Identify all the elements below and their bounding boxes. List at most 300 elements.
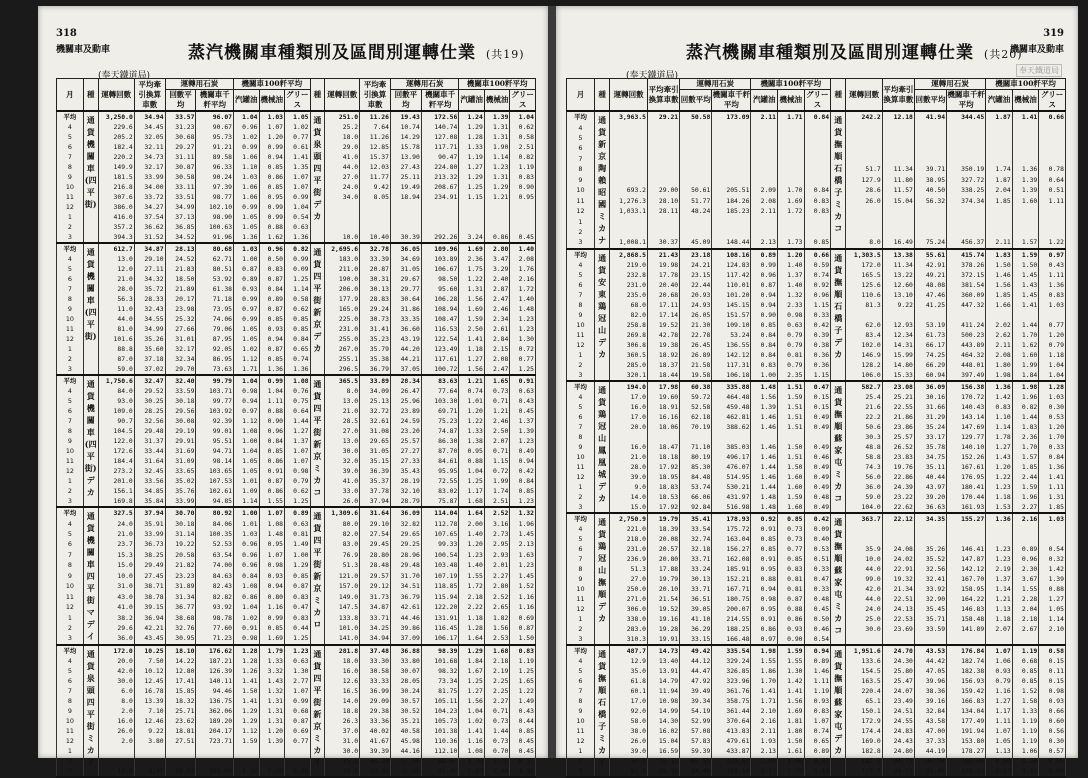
value-cell: 2.10 — [751, 706, 778, 716]
value-cell: 80.92 — [196, 507, 234, 519]
value-cell: 9.22 — [882, 300, 914, 310]
value-cell: 0.88 — [259, 406, 284, 416]
value-cell: 2.0 — [98, 706, 134, 716]
month-cell: 3 — [567, 634, 595, 645]
value-cell — [680, 123, 712, 133]
table-row — [567, 452, 1066, 462]
value-cell: 106.0 — [846, 370, 882, 381]
month-cell: 3 — [57, 766, 84, 777]
value-cell: 93.92 — [196, 602, 234, 612]
value-cell: 41.0 — [325, 476, 360, 486]
month-cell: 1 — [567, 746, 595, 756]
value-cell: 250.0 — [610, 584, 648, 594]
value-cell: 104.5 — [98, 426, 134, 436]
value-cell: 86.95 — [196, 354, 234, 364]
value-cell: 0.98 — [259, 560, 284, 570]
value-cell: 1.27 — [459, 162, 484, 172]
month-cell: 9 — [57, 436, 84, 446]
value-cell: 154.5 — [846, 666, 882, 676]
value-cell: 88.8 — [98, 344, 134, 354]
value-cell: 0.86 — [234, 592, 259, 602]
region-label: (奉天鐵道局) — [626, 71, 679, 81]
value-cell: 20.93 — [680, 290, 712, 300]
value-cell: 0.99 — [259, 212, 284, 222]
value-cell — [914, 206, 946, 216]
value-cell: 71.23 — [196, 633, 234, 645]
value-cell: 21.83 — [165, 264, 196, 274]
value-cell: 81.75 — [421, 686, 459, 696]
value-cell: 169.0 — [846, 736, 882, 746]
value-cell: 27.33 — [390, 456, 421, 466]
value-cell: 0.84 — [510, 476, 536, 486]
table-row — [567, 143, 1066, 153]
value-cell: 1.90 — [484, 142, 509, 152]
value-cell: 1.10 — [804, 766, 831, 777]
month-cell: 10 — [57, 314, 84, 324]
value-cell: 21.0 — [98, 274, 134, 284]
kind-label: 通貨 機關車 四平街 マデイ — [83, 507, 98, 645]
value-cell: 1.28 — [234, 645, 259, 656]
value-cell: 87.95 — [196, 334, 234, 344]
value-cell: 33.71 — [680, 584, 712, 594]
value-cell: 1.55 — [751, 656, 778, 666]
value-cell: 0.49 — [804, 502, 831, 513]
value-cell: 2.07 — [986, 624, 1013, 634]
header-month: 月 — [567, 79, 595, 112]
value-cell: 28.96 — [390, 550, 421, 560]
value-cell: 18.53 — [648, 492, 680, 502]
value-cell — [804, 217, 831, 227]
value-cell — [777, 227, 804, 237]
value-cell: 32.0 — [325, 456, 360, 466]
table-row — [57, 529, 536, 539]
value-cell — [777, 432, 804, 442]
value-cell: 65.1 — [846, 696, 882, 706]
value-cell: 0.83 — [510, 645, 536, 656]
table-block — [567, 513, 1066, 645]
value-cell: 2.35 — [777, 370, 804, 381]
month-cell: 5 — [57, 529, 84, 539]
value-cell: 30.07 — [390, 666, 421, 676]
value-cell: 42.0 — [846, 584, 882, 594]
value-cell: 1.32 — [510, 507, 536, 519]
value-cell: 0.15 — [804, 392, 831, 402]
value-cell: 34.9 — [610, 756, 648, 766]
value-cell: 30.13 — [680, 574, 712, 584]
value-cell: 1.76 — [510, 264, 536, 274]
value-cell: 27.11 — [134, 264, 165, 274]
value-cell — [947, 524, 986, 534]
value-cell: 0.87 — [777, 594, 804, 604]
value-cell: 84.06 — [196, 519, 234, 529]
value-cell: 36.73 — [134, 539, 165, 549]
value-cell: 131.91 — [421, 613, 459, 623]
value-cell: 0.58 — [285, 294, 311, 304]
value-cell: 24.51 — [882, 706, 914, 716]
value-cell: 1.29 — [459, 172, 484, 182]
table-row — [57, 202, 536, 212]
kind-label: 通貨 撫順 石橋子 ミカコ — [831, 111, 846, 249]
value-cell: 0.30 — [1039, 402, 1066, 412]
value-cell: 1.70 — [1012, 330, 1039, 340]
value-cell: 388.62 — [712, 422, 751, 432]
value-cell: 84.48 — [680, 472, 712, 482]
value-cell: 1.25 — [459, 476, 484, 486]
month-cell: 平均 — [567, 513, 595, 524]
value-cell: 31.23 — [165, 122, 196, 132]
value-cell: 1.19 — [510, 162, 536, 172]
value-cell — [846, 524, 882, 534]
value-cell: 0.15 — [1039, 676, 1066, 686]
value-cell: 1.13 — [986, 604, 1013, 614]
table-row — [567, 604, 1066, 614]
value-cell: 185.91 — [712, 564, 751, 574]
month-cell: 12 — [57, 466, 84, 476]
value-cell: 2.47 — [484, 364, 509, 375]
value-cell: 17.11 — [648, 300, 680, 310]
month-cell: 平均 — [57, 243, 84, 254]
value-cell: 2.00 — [459, 519, 484, 529]
table-row — [567, 350, 1066, 360]
value-cell: 0.62 — [285, 486, 311, 496]
table-row — [57, 152, 536, 162]
month-cell: 2 — [57, 222, 84, 232]
value-cell: 26.52 — [882, 442, 914, 452]
table-block — [567, 249, 1066, 381]
table-row — [57, 436, 536, 446]
value-cell: 38.36 — [914, 686, 946, 696]
value-cell: 23.23 — [165, 571, 196, 581]
value-cell: 2.17 — [751, 766, 778, 777]
value-cell: 0.84 — [751, 330, 778, 340]
value-cell — [680, 143, 712, 153]
month-cell: 12 — [567, 736, 595, 746]
value-cell: 124.83 — [712, 260, 751, 270]
value-cell: 0.09 — [285, 264, 311, 274]
month-cell: 10 — [567, 452, 595, 462]
value-cell: 1.87 — [986, 111, 1013, 123]
table-row — [57, 560, 536, 570]
value-cell: 37.94 — [360, 496, 391, 507]
value-cell: 30.58 — [165, 172, 196, 182]
value-cell: 1.41 — [234, 676, 259, 686]
value-cell: 77.64 — [421, 386, 459, 396]
value-cell: 43.45 — [134, 633, 165, 645]
value-cell: 1.19 — [1012, 736, 1039, 746]
value-cell: 0.87 — [751, 280, 778, 290]
continuation-label: (共19) — [486, 48, 525, 61]
value-cell: 1.04 — [234, 375, 259, 386]
value-cell: 31.89 — [165, 581, 196, 591]
value-cell: 0.82 — [510, 152, 536, 162]
value-cell: 224.80 — [421, 162, 459, 172]
value-cell: 99.77 — [196, 396, 234, 406]
value-cell: 3.29 — [484, 264, 509, 274]
value-cell: 1.65 — [510, 676, 536, 686]
value-cell: 1.71 — [751, 696, 778, 706]
value-cell: 18.50 — [165, 274, 196, 284]
value-cell: 24.21 — [680, 260, 712, 270]
value-cell: 21.6 — [846, 402, 882, 412]
value-cell: 1.50 — [510, 633, 536, 645]
value-cell: 31.14 — [165, 529, 196, 539]
value-cell: 0.74 — [804, 726, 831, 736]
value-cell: 150.1 — [846, 706, 882, 716]
value-cell: 33.71 — [360, 613, 391, 623]
header-coal-per-run: 回數平均 — [165, 90, 196, 112]
value-cell: 40.58 — [390, 726, 421, 736]
value-cell: 19.38 — [648, 340, 680, 350]
value-cell — [648, 133, 680, 143]
value-cell: 35.84 — [134, 496, 165, 507]
value-cell: 1.20 — [259, 726, 284, 736]
table-row — [57, 406, 536, 416]
value-cell: 31.0 — [325, 736, 360, 746]
value-cell: 18.81 — [165, 726, 196, 736]
table-row — [57, 766, 536, 777]
month-cell: 12 — [567, 604, 595, 614]
value-cell: 2,868.5 — [610, 249, 648, 260]
value-cell — [882, 133, 914, 143]
value-cell: 1.08 — [285, 375, 311, 386]
value-cell: 0.98 — [777, 310, 804, 320]
value-cell: 30.64 — [390, 294, 421, 304]
value-cell: 14.0 — [610, 492, 648, 502]
value-cell: 1.22 — [510, 686, 536, 696]
value-cell: 2.77 — [285, 676, 311, 686]
value-cell: 0.94 — [259, 581, 284, 591]
value-cell: 29.57 — [360, 571, 391, 581]
value-cell: 1.41 — [459, 334, 484, 344]
month-cell: 8 — [567, 300, 595, 310]
table-row — [567, 217, 1066, 227]
month-cell: 2 — [567, 756, 595, 766]
value-cell: 33.59 — [914, 624, 946, 634]
value-cell: 152.21 — [712, 574, 751, 584]
value-cell — [680, 133, 712, 143]
month-cell: 4 — [567, 392, 595, 402]
data-table-right — [566, 78, 1066, 778]
month-cell: 8 — [567, 564, 595, 574]
value-cell — [804, 154, 831, 164]
value-cell: 1,276.3 — [610, 196, 648, 206]
value-cell: 32.84 — [914, 706, 946, 716]
value-cell: 1.45 — [510, 529, 536, 539]
value-cell — [610, 154, 648, 164]
value-cell: 0.78 — [1039, 164, 1066, 174]
value-cell: 30.73 — [360, 314, 391, 324]
value-cell: 35.72 — [134, 284, 165, 294]
value-cell: 24.0 — [846, 604, 882, 614]
value-cell: 12.0 — [98, 766, 134, 777]
value-cell: 0.77 — [777, 544, 804, 554]
month-cell: 3 — [57, 496, 84, 507]
kind-label: 通貨 四平街 新京 ミカコ — [310, 375, 325, 507]
value-cell: 0.98 — [1039, 686, 1066, 696]
value-cell — [510, 202, 536, 212]
value-cell: 1.18 — [459, 344, 484, 354]
value-cell: 19.58 — [680, 370, 712, 381]
value-cell: 1.07 — [285, 456, 311, 466]
value-cell: 184.4 — [98, 456, 134, 466]
table-row — [57, 162, 536, 172]
month-cell: 5 — [57, 396, 84, 406]
table-row — [57, 466, 536, 476]
value-cell: 0.79 — [777, 330, 804, 340]
value-cell: 2.46 — [484, 416, 509, 426]
value-cell — [947, 310, 986, 320]
value-cell: 90.47 — [421, 152, 459, 162]
value-cell — [134, 756, 165, 766]
value-cell: 1,309.6 — [325, 507, 360, 519]
kind-label: 通貨 泉頭 四平街 ミカイ — [83, 645, 98, 777]
value-cell — [165, 756, 196, 766]
value-cell: 433.07 — [712, 756, 751, 766]
value-cell: 0.96 — [234, 560, 259, 570]
value-cell: 33.89 — [360, 375, 391, 386]
value-cell: 225.0 — [325, 314, 360, 324]
value-cell: 36.09 — [390, 507, 421, 519]
value-cell: 152.26 — [947, 452, 986, 462]
value-cell: 15.33 — [882, 370, 914, 381]
value-cell: 158.95 — [947, 584, 986, 594]
value-cell: 1.36 — [1012, 164, 1039, 174]
value-cell: 1.69 — [259, 633, 284, 645]
value-cell: 14.80 — [882, 360, 914, 370]
value-cell: 1.04 — [459, 466, 484, 476]
value-cell: 1.67 — [459, 666, 484, 676]
value-cell: 167.71 — [712, 584, 751, 594]
value-cell: 2.18 — [459, 592, 484, 602]
value-cell: 0.89 — [804, 746, 831, 756]
value-cell: 108.94 — [421, 304, 459, 314]
value-cell: 0.96 — [804, 290, 831, 300]
value-cell — [1012, 123, 1039, 133]
month-cell: 8 — [567, 432, 595, 442]
value-cell: 0.84 — [285, 334, 311, 344]
value-cell: 19.28 — [648, 624, 680, 634]
value-cell: 0.73 — [484, 716, 509, 726]
value-cell: 1.55 — [259, 496, 284, 507]
value-cell: 1.06 — [234, 192, 259, 202]
value-cell: 1.13 — [986, 746, 1013, 756]
value-cell: 17.0 — [610, 696, 648, 706]
value-cell — [914, 123, 946, 133]
value-cell: 1.96 — [510, 519, 536, 529]
value-cell: 1.30 — [777, 666, 804, 676]
value-cell: 0.99 — [259, 202, 284, 212]
month-cell: 7 — [567, 422, 595, 432]
value-cell: 0.87 — [259, 476, 284, 486]
table-row — [57, 519, 536, 529]
value-cell: 1.53 — [986, 502, 1013, 513]
month-cell: 7 — [567, 686, 595, 696]
value-cell: 1.18 — [234, 766, 259, 777]
value-cell: 41.94 — [914, 111, 946, 123]
value-cell: 1.98 — [1012, 381, 1039, 392]
value-cell: 8.0 — [325, 386, 360, 396]
value-cell: 101.20 — [712, 290, 751, 300]
value-cell: 0.83 — [285, 613, 311, 623]
value-cell: 0.83 — [259, 264, 284, 274]
value-cell: 1.45 — [510, 571, 536, 581]
table-row — [57, 633, 536, 645]
value-cell: 83.63 — [421, 375, 459, 386]
value-cell: 44.46 — [390, 613, 421, 623]
value-cell: 127.08 — [421, 132, 459, 142]
value-cell: 1.07 — [804, 716, 831, 726]
value-cell: 218.0 — [610, 534, 648, 544]
value-cell: 25.47 — [882, 676, 914, 686]
value-cell: 153.80 — [947, 736, 986, 746]
month-cell: 1 — [567, 482, 595, 492]
value-cell: 0.87 — [510, 623, 536, 633]
value-cell: 29.52 — [134, 386, 165, 396]
table-row — [567, 422, 1066, 432]
value-cell: 1.48 — [751, 381, 778, 392]
value-cell: 60.38 — [680, 381, 712, 392]
table-row — [57, 192, 536, 202]
value-cell: 27.66 — [165, 324, 196, 334]
value-cell: 28.80 — [360, 550, 391, 560]
value-cell: 1.45 — [1012, 270, 1039, 280]
value-cell: 12.18 — [882, 111, 914, 123]
value-cell: 200.07 — [712, 604, 751, 614]
value-cell: 1.28 — [1039, 381, 1066, 392]
value-cell: 33.99 — [134, 172, 165, 182]
value-cell: 29.27 — [165, 142, 196, 152]
value-cell: 0.93 — [986, 666, 1013, 676]
value-cell: 220.2 — [98, 152, 134, 162]
value-cell: 90.7 — [98, 416, 134, 426]
value-cell: 10.40 — [360, 232, 391, 243]
value-cell: 30.18 — [165, 519, 196, 529]
value-cell: 1.72 — [777, 206, 804, 216]
value-cell: 0.97 — [234, 304, 259, 314]
value-cell: 33.30 — [360, 656, 391, 666]
value-cell: 229.6 — [98, 122, 134, 132]
value-cell: 26.05 — [680, 310, 712, 320]
value-cell: 97.39 — [196, 182, 234, 192]
header-coal-group: 運轉用石炭 — [165, 79, 233, 90]
value-cell: 0.98 — [234, 386, 259, 396]
value-cell: 116.53 — [421, 324, 459, 334]
value-cell: 19.32 — [882, 574, 914, 584]
value-cell: 251.0 — [325, 111, 360, 122]
table-row — [57, 486, 536, 496]
value-cell: 1.11 — [1039, 270, 1066, 280]
value-cell: 143.14 — [947, 412, 986, 422]
value-cell: 231.0 — [325, 324, 360, 334]
value-cell — [882, 534, 914, 544]
value-cell: 102.61 — [196, 486, 234, 496]
value-cell — [914, 634, 946, 645]
header-average-load: 平均牽引換算車數 — [882, 79, 914, 112]
value-cell: 0.93 — [259, 571, 284, 581]
value-cell — [882, 217, 914, 227]
value-cell — [459, 202, 484, 212]
value-cell: 2.08 — [986, 350, 1013, 360]
value-cell: 17.98 — [648, 381, 680, 392]
value-cell: 18.83 — [648, 482, 680, 492]
value-cell — [1012, 227, 1039, 237]
value-cell: 0.85 — [285, 314, 311, 324]
value-cell: 101.38 — [421, 726, 459, 736]
value-cell: 1.40 — [510, 294, 536, 304]
value-cell: 37.0 — [325, 726, 360, 736]
value-cell: 43.19 — [390, 334, 421, 344]
table-row — [57, 132, 536, 142]
